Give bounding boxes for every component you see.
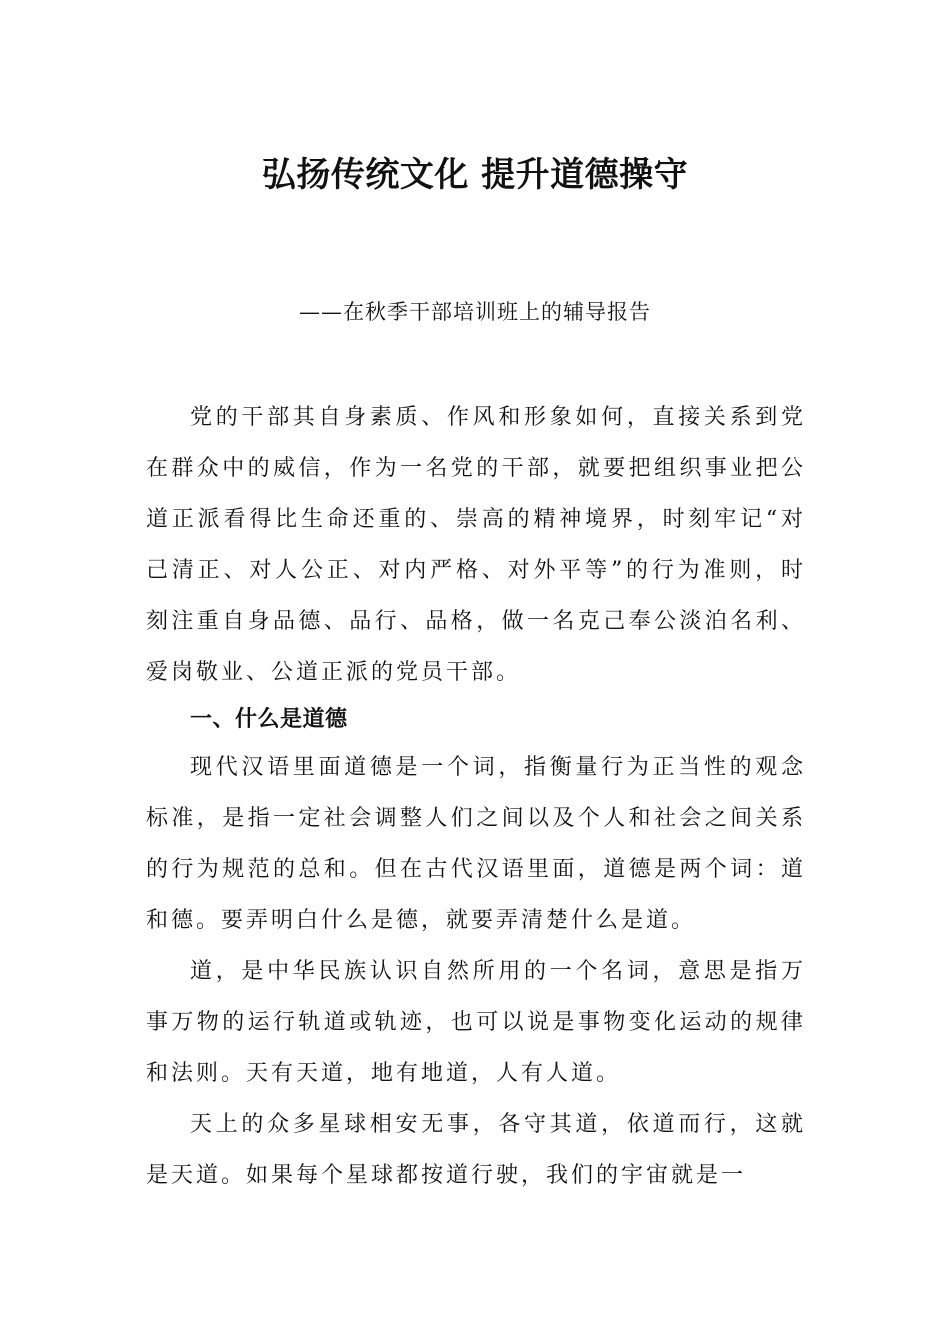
paragraph-dao: 道，是中华民族认识自然所用的一个名词，意思是指万事万物的运行轨道或轨迹，也可以说是事物变化运动的规律和法则。天有天道，地有地道，人有人道。 — [146, 959, 806, 1086]
paragraph-definition: 现代汉语里面道德是一个词，指衡量行为正当性的观念标准，是指一定社会调整人们之间以及个人和社会之间关系的行为规范的总和。但在古代汉语里面，道德是两个词：道和德。要弄明白什么是德，就要弄清楚什么是道。 — [146, 755, 806, 933]
paragraph-intro: 党的干部其自身素质、作风和形象如何，直接关系到党在群众中的威信，作为一名党的干部，就要把组织事业把公道正派看得比生命还重的、崇高的精神境界，时刻牢记“对己清正、对人公正、对内严格、对外平等”的行为准则，时刻注重自身品德、品行、品格，做一名克己奉公淡泊名利、爱岗敬业、公道正派的党员干部。 — [146, 405, 806, 685]
paragraph-tiandao: 天上的众多星球相安无事，各守其道，依道而行，这就是天道。如果每个星球都按道行驶，我们的宇宙就是一 — [146, 1112, 806, 1188]
section-heading: 一、什么是道德 — [190, 707, 348, 732]
document-title: 弘扬传统文化 提升道德操守 — [261, 155, 689, 195]
document-subtitle: ——在秋季干部培训班上的辅导报告 — [299, 300, 651, 324]
document-body — [146, 392, 806, 1201]
